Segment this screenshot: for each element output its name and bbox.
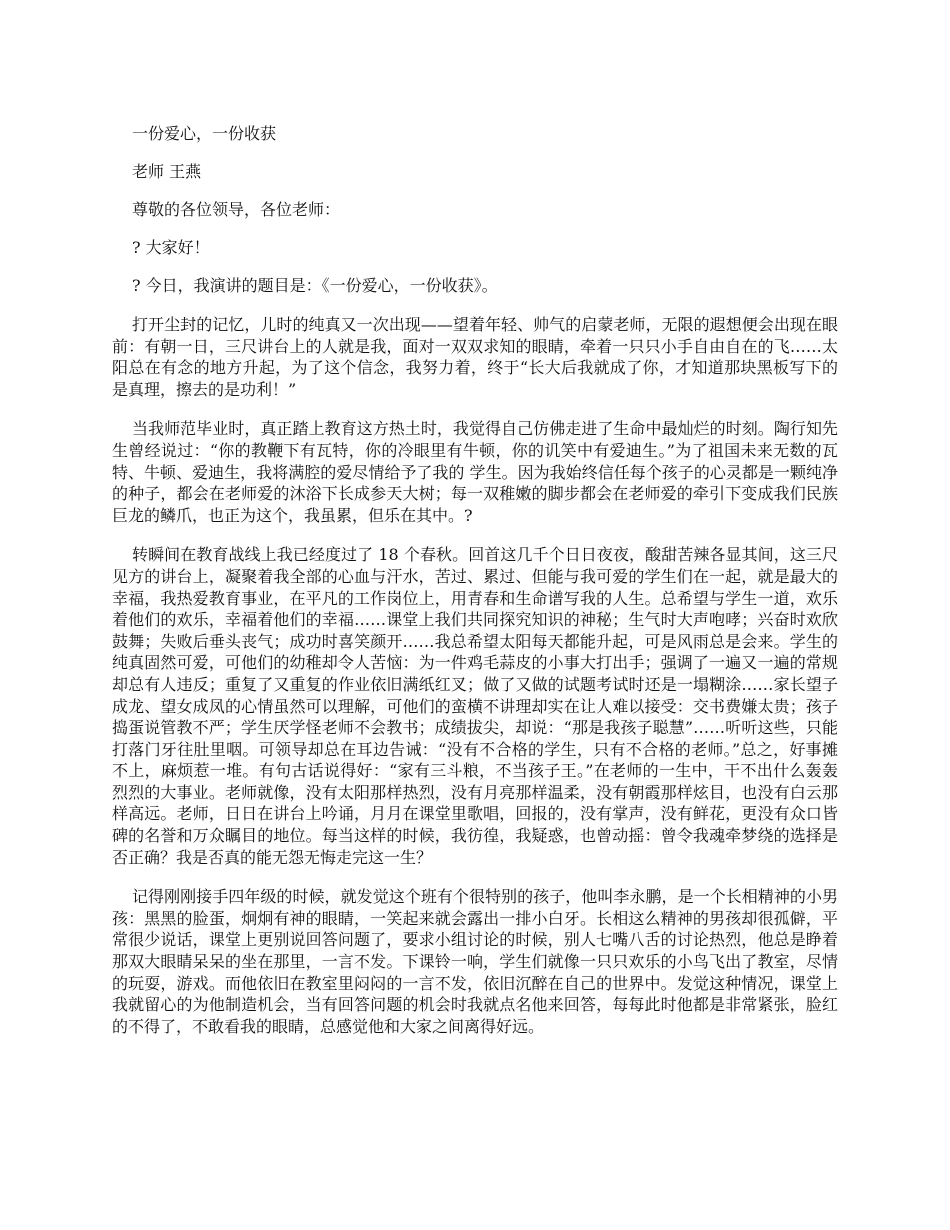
author-line: 老师 王燕 <box>132 162 202 181</box>
salutation: 尊敬的各位领导，各位老师： <box>132 200 341 219</box>
paragraph-memory: 打开尘封的记忆，儿时的纯真又一次出现——望着年轻、帅气的启蒙老师，无限的遐想便会出现在眼前：有朝一日，三尺讲台上的人就是我，面对一双双求知的眼睛，牵着一只只小手自由自在的飞……太阳总在有念的地方升起，为了这个信念，我努力着，终于“长大后我就成了你，才知道那块黑板写下的是真理，擦去的是功利！” <box>112 315 838 399</box>
document-page <box>112 124 838 1055</box>
paragraph-eighteen-years: 转瞬间在教育战线上我已经度过了 18 个春秋。回首这几千个日日夜夜，酸甜苦辣各显其间，这三尺见方的讲台上，凝聚着我全部的心血与汗水，苦过、累过、但能与我可爱的学生们在一起，就是最大的幸福，我热爱教育事业，在平凡的工作岗位上，用青春和生命谱写我的人生。总希望与学生一道，欢乐着他们的欢乐，幸福着他们的幸福……课堂上我们共同探究知识的神秘；生气时大声咆哮；兴奋时欢欣鼓舞；失败后垂头丧气；成功时喜笑颜开……我总希望太阳每天都能升起，可是风雨总是会来。学生的纯真固然可爱，可他们的幼稚却令人苦恼：为一件鸡毛蒜皮的小事大打出手；强调了一遍又一遍的常规却总有人违反；重复了又重复的作业依旧满纸红叉；做了又做的试题考试时还是一塌糊涂……家长望子成龙、望女成凤的心情虽然可以理解，可他们的蛮横不讲理却实在让人难以接受：交书费嫌太贵；孩子捣蛋说管教不严；学生厌学怪老师不会教书；成绩拔尖，却说：“那是我孩子聪慧”……听听这些，只能打落门牙往肚里咽。可领导却总在耳边告诫：“没有不合格的学生，只有不合格的老师。”总之，好事摊不上，麻烦惹一堆。有句古话说得好：“家有三斗粮，不当孩子王。”在老师的一生中，干不出什么轰轰烈烈的大事业。老师就像，没有太阳那样热烈，没有月亮那样温柔，没有朝霞那样炫目，也没有白云那样高远。老师，日日在讲台上吟诵，月月在课堂里歌唱，回报的，没有掌声，没有鲜花，更没有众口皆碑的名誉和万众瞩目的地位。每当这样的时候，我彷徨，我疑惑，也曾动摇：曾令我魂牵梦绕的选择是否正确？我是否真的能无怨无悔走完这一生？ <box>112 545 838 867</box>
greeting: ? 大家好！ <box>132 238 210 257</box>
speech-title: 一份爱心，一份收获 <box>132 124 277 143</box>
paragraph-graduation: 当我师范毕业时，真正踏上教育这方热土时，我觉得自己仿佛走进了生命中最灿烂的时刻。陶行知先生曾经说过：“你的教鞭下有瓦特，你的冷眼里有牛顿，你的讥笑中有爱迪生。”为了祖国未来无数的瓦特、牛顿、爱迪生，我将满腔的爱尽情给予了我的 学生。因为我始终信任每个孩子的心灵都是一颗纯净的种子，都会在老师爱的沐浴下长成参天大树；每一双稚嫩的脚步都会在老师爱的牵引下变成我们民族巨龙的鳞爪，也正为这个，我虽累，但乐在其中。? <box>112 419 838 525</box>
paragraph-student-story: 记得刚刚接手四年级的时候，就发觉这个班有个很特别的孩子，他叫李永鹏，是一个长相精神的小男孩：黑黑的脸蛋，炯炯有神的眼睛，一笑起来就会露出一排小白牙。长相这么精神的男孩却很孤僻，平常很少说话，课堂上更别说回答问题了，要求小组讨论的时候，别人七嘴八舌的讨论热烈，他总是睁着那双大眼睛呆呆的坐在那里，一言不发。下课铃一响，学生们就像一只只欢乐的小鸟飞出了教室，尽情的玩耍，游戏。而他依旧在教室里闷闷的一言不发，依旧沉醉在自己的世界中。发觉这种情况，课堂上我就留心的为他制造机会，当有回答问题的机会时我就点名他来回答，每每此时他都是非常紧张，脸红的不得了，不敢看我的眼睛，总感觉他和大家之间离得好远。 <box>112 887 838 1036</box>
topic-line: ? 今日，我演讲的题目是：《一份爱心，一份收获》。 <box>132 276 498 295</box>
